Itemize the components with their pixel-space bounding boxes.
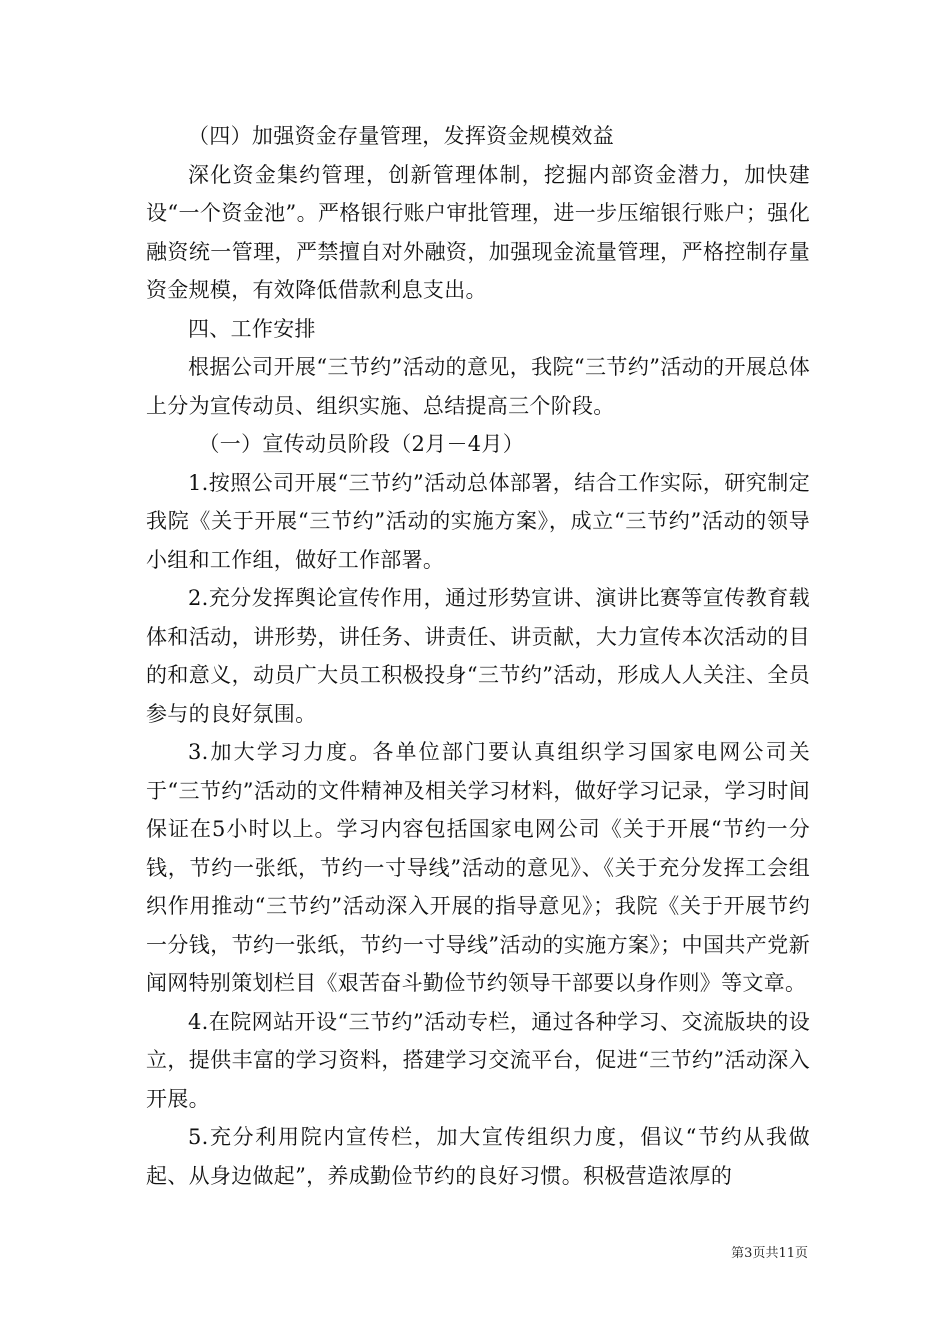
paragraph-item-4: 4.在院网站开设“三节约”活动专栏，通过各种学习、交流版块的设立，提供丰富的学习资料，搭建学习交流平台，促进“三节约”活动深入开展。 bbox=[146, 1009, 810, 1111]
paragraph-item-5: 5.充分利用院内宣传栏，加大宣传组织力度，倡议“节约从我做起、从身边做起”，养成勤俭节约的良好习惯。积极营造浓厚的 bbox=[146, 1125, 810, 1188]
paragraph-stages-overview: 根据公司开展“三节约”活动的意见，我院“三节约”活动的开展总体上分为宣传动员、组织实施、总结提高三个阶段。 bbox=[146, 355, 810, 418]
page-number-footer: 第3页共11页 bbox=[731, 1246, 808, 1261]
paragraph-funds-management: 深化资金集约管理，创新管理体制，挖掘内部资金潜力，加快建设“一个资金池”。严格银行账户审批管理，进一步压缩银行账户；强化融资统一管理，严禁擅自对外融资，加强现金流量管理，严格控制存量资金规模，有效降低借款利息支出。 bbox=[146, 162, 810, 302]
section-heading-work-arrangement: 四、工作安排 bbox=[188, 316, 316, 341]
subheading-publicity-stage: （一）宣传动员阶段（2月－4月） bbox=[198, 432, 525, 456]
section-heading-funds: （四）加强资金存量管理，发挥资金规模效益 bbox=[188, 124, 614, 148]
paragraph-item-2: 2.充分发挥舆论宣传作用，通过形势宣讲、演讲比赛等宣传教育载体和活动，讲形势，讲任务、讲责任、讲贡献，大力宣传本次活动的目的和意义，动员广大员工积极投身“三节约”活动，形成人人关注、全员参与的良好氛围。 bbox=[146, 586, 810, 726]
paragraph-item-3: 3.加大学习力度。各单位部门要认真组织学习国家电网公司关于“三节约”活动的文件精神及相关学习材料，做好学习记录，学习时间保证在5小时以上。学习内容包括国家电网公司《关于开展“节约一分钱，节约一张纸，节约一寸导线”活动的意见》、《关于充分发挥工会组织作用推动“三节约”活动深入开展的指导意见》；我院《关于开展节约一分钱，节约一张纸，节约一寸导线”活动的实施方案》；中国共产党新闻网特别策划栏目《艰苦奋斗勤俭节约领导干部要以身作则》等文章。 bbox=[146, 740, 810, 995]
document-body bbox=[146, 117, 810, 1195]
paragraph-item-1: 1.按照公司开展“三节约”活动总体部署，结合工作实际，研究制定我院《关于开展“三节约”活动的实施方案》，成立“三节约”活动的领导小组和工作组，做好工作部署。 bbox=[146, 470, 810, 572]
